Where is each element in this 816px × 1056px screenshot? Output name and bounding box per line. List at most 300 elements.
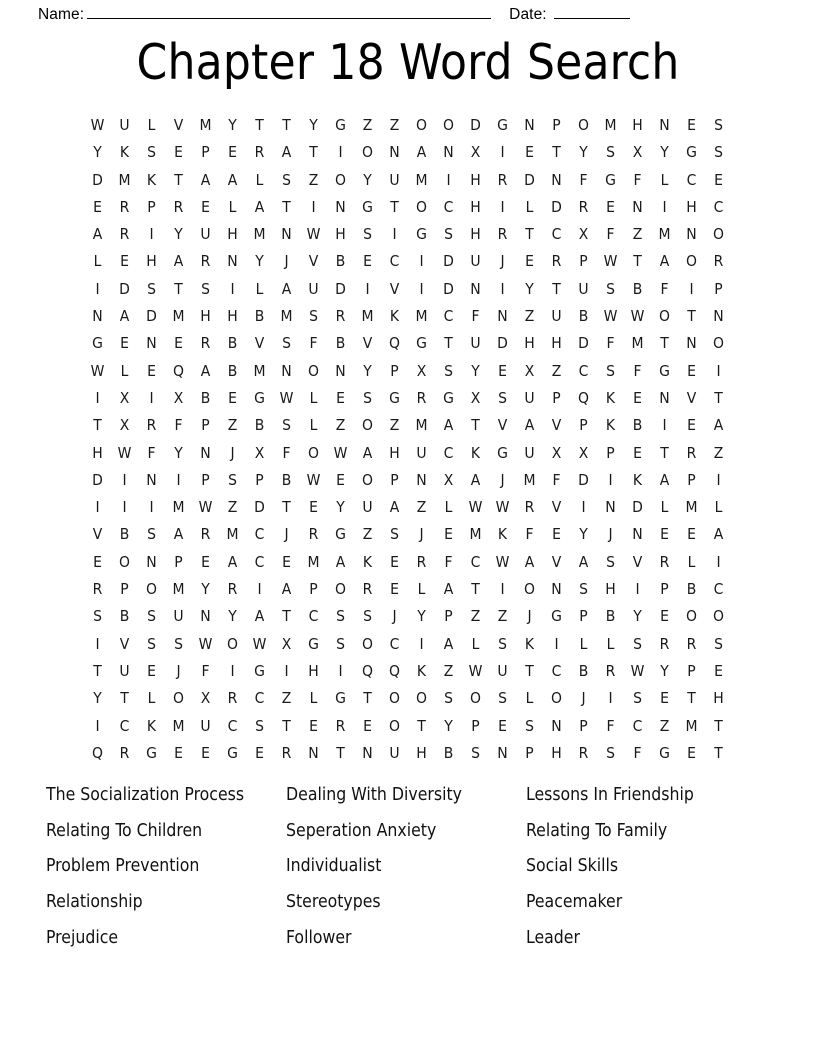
grid-cell[interactable]: E (309, 498, 318, 517)
grid-cell[interactable]: I (95, 634, 100, 653)
word-list-item[interactable]: Problem Prevention (46, 856, 200, 877)
grid-cell[interactable]: O (389, 716, 400, 735)
grid-cell[interactable]: K (146, 716, 157, 735)
grid-cell[interactable]: S (147, 143, 156, 162)
grid-cell[interactable]: L (228, 197, 237, 216)
grid-cell[interactable]: W (279, 388, 294, 407)
grid-cell[interactable]: V (551, 498, 562, 517)
grid-cell[interactable]: I (716, 470, 721, 489)
grid-cell[interactable]: S (282, 334, 291, 353)
grid-cell[interactable]: Y (363, 170, 372, 189)
grid-cell[interactable]: I (149, 498, 154, 517)
grid-cell[interactable]: S (525, 716, 534, 735)
grid-cell[interactable]: R (362, 580, 373, 599)
grid-cell[interactable]: A (524, 416, 535, 435)
grid-cell[interactable]: T (93, 416, 102, 435)
grid-cell[interactable]: S (363, 225, 372, 244)
grid-cell[interactable]: K (524, 634, 535, 653)
grid-cell[interactable]: I (581, 498, 586, 517)
grid-cell[interactable]: N (281, 361, 292, 380)
grid-cell[interactable]: N (443, 143, 454, 162)
grid-cell[interactable]: G (254, 661, 265, 680)
grid-cell[interactable]: C (470, 552, 481, 571)
grid-cell[interactable]: G (92, 334, 103, 353)
grid-cell[interactable]: T (687, 689, 696, 708)
grid-cell[interactable]: E (687, 361, 696, 380)
grid-cell[interactable]: C (389, 634, 400, 653)
grid-cell[interactable]: P (201, 416, 210, 435)
grid-cell[interactable]: Y (336, 498, 345, 517)
grid-cell[interactable]: L (309, 689, 318, 708)
grid-cell[interactable]: T (174, 279, 183, 298)
grid-cell[interactable]: T (660, 443, 669, 462)
grid-cell[interactable]: E (309, 716, 318, 735)
grid-cell[interactable]: P (660, 580, 669, 599)
grid-cell[interactable]: H (200, 307, 211, 326)
grid-cell[interactable]: M (253, 361, 266, 380)
grid-cell[interactable]: S (606, 743, 615, 762)
grid-cell[interactable]: Z (551, 361, 562, 380)
grid-cell[interactable]: B (443, 743, 454, 762)
grid-cell[interactable]: I (95, 279, 100, 298)
grid-cell[interactable]: L (687, 552, 696, 571)
grid-cell[interactable]: E (93, 552, 102, 571)
grid-cell[interactable]: X (200, 689, 211, 708)
grid-cell[interactable]: R (659, 634, 670, 653)
grid-cell[interactable]: I (608, 470, 613, 489)
grid-cell[interactable]: I (716, 361, 721, 380)
grid-cell[interactable]: L (579, 634, 588, 653)
grid-cell[interactable]: L (525, 197, 534, 216)
grid-cell[interactable]: M (199, 116, 212, 134)
grid-cell[interactable]: A (200, 170, 211, 189)
grid-cell[interactable]: H (389, 443, 400, 462)
grid-cell[interactable]: L (147, 116, 156, 134)
grid-cell[interactable]: A (254, 607, 265, 626)
grid-cell[interactable]: G (335, 689, 346, 708)
grid-cell[interactable]: K (497, 525, 508, 544)
grid-cell[interactable]: I (608, 689, 613, 708)
grid-cell[interactable]: T (93, 661, 102, 680)
grid-cell[interactable]: U (362, 498, 373, 517)
grid-cell[interactable]: N (524, 116, 535, 134)
grid-cell[interactable]: T (552, 143, 561, 162)
grid-cell[interactable]: S (606, 361, 615, 380)
grid-cell[interactable]: A (254, 197, 265, 216)
grid-cell[interactable]: I (446, 170, 451, 189)
grid-cell[interactable]: B (119, 525, 130, 544)
grid-cell[interactable]: P (579, 716, 588, 735)
grid-cell[interactable]: K (362, 552, 373, 571)
grid-cell[interactable]: F (471, 307, 480, 326)
grid-cell[interactable]: G (227, 743, 238, 762)
grid-cell[interactable]: R (254, 143, 265, 162)
grid-cell[interactable]: A (119, 307, 130, 326)
grid-cell[interactable]: S (363, 607, 372, 626)
grid-cell[interactable]: N (92, 307, 103, 326)
grid-cell[interactable]: G (551, 607, 562, 626)
grid-cell[interactable]: F (444, 552, 453, 571)
grid-cell[interactable]: N (416, 470, 427, 489)
grid-cell[interactable]: E (120, 334, 129, 353)
grid-cell[interactable]: C (713, 580, 724, 599)
grid-cell[interactable]: L (444, 498, 453, 517)
grid-cell[interactable]: I (95, 388, 100, 407)
grid-cell[interactable]: W (495, 552, 510, 571)
grid-cell[interactable]: L (309, 388, 318, 407)
grid-cell[interactable]: N (200, 443, 211, 462)
grid-cell[interactable]: J (581, 689, 586, 708)
grid-cell[interactable]: Z (308, 170, 319, 189)
grid-cell[interactable]: J (176, 661, 181, 680)
grid-cell[interactable]: G (497, 443, 508, 462)
grid-cell[interactable]: E (363, 252, 372, 271)
grid-cell[interactable]: S (714, 634, 723, 653)
grid-cell[interactable]: A (470, 470, 481, 489)
grid-cell[interactable]: V (551, 552, 562, 571)
grid-cell[interactable]: W (198, 634, 213, 653)
grid-cell[interactable]: U (389, 743, 400, 762)
grid-cell[interactable]: E (606, 197, 615, 216)
grid-cell[interactable]: H (92, 443, 103, 462)
grid-cell[interactable]: P (579, 252, 588, 271)
grid-cell[interactable]: M (226, 525, 239, 544)
grid-cell[interactable]: P (174, 552, 183, 571)
grid-cell[interactable]: O (227, 634, 238, 653)
grid-cell[interactable]: N (362, 743, 373, 762)
grid-cell[interactable]: Z (659, 716, 670, 735)
grid-cell[interactable]: U (470, 334, 481, 353)
grid-cell[interactable]: M (307, 552, 320, 571)
word-list-item[interactable]: Dealing With Diversity (286, 785, 462, 805)
grid-cell[interactable]: E (687, 116, 696, 134)
grid-cell[interactable]: V (389, 279, 400, 298)
grid-cell[interactable]: S (228, 470, 237, 489)
grid-cell[interactable]: B (119, 607, 130, 626)
grid-cell[interactable]: T (714, 716, 723, 735)
grid-cell[interactable]: Z (416, 498, 427, 517)
grid-cell[interactable]: M (172, 307, 185, 326)
grid-cell[interactable]: U (524, 388, 535, 407)
grid-cell[interactable]: R (146, 416, 157, 435)
grid-cell[interactable]: J (284, 252, 289, 271)
grid-cell[interactable]: G (659, 743, 670, 762)
grid-cell[interactable]: I (419, 279, 424, 298)
grid-cell[interactable]: S (444, 689, 453, 708)
grid-cell[interactable]: Y (525, 279, 534, 298)
grid-cell[interactable]: H (146, 252, 157, 271)
grid-cell[interactable]: D (578, 334, 589, 353)
grid-cell[interactable]: E (228, 143, 237, 162)
grid-cell[interactable]: P (471, 716, 480, 735)
grid-cell[interactable]: R (416, 388, 427, 407)
grid-cell[interactable]: S (498, 388, 507, 407)
grid-cell[interactable]: G (497, 116, 508, 134)
grid-cell[interactable]: W (495, 498, 510, 517)
grid-cell[interactable]: O (686, 607, 697, 626)
grid-cell[interactable]: L (660, 498, 669, 517)
grid-cell[interactable]: D (92, 170, 103, 189)
grid-cell[interactable]: Z (632, 225, 643, 244)
grid-cell[interactable]: F (552, 470, 561, 489)
grid-cell[interactable]: C (713, 197, 724, 216)
grid-cell[interactable]: N (146, 470, 157, 489)
grid-cell[interactable]: C (254, 552, 265, 571)
grid-cell[interactable]: I (95, 716, 100, 735)
grid-cell[interactable]: H (470, 170, 481, 189)
grid-cell[interactable]: N (497, 307, 508, 326)
grid-cell[interactable]: X (578, 225, 589, 244)
grid-cell[interactable]: E (336, 388, 345, 407)
grid-cell[interactable]: A (200, 361, 211, 380)
grid-cell[interactable]: Z (470, 607, 481, 626)
grid-cell[interactable]: S (147, 525, 156, 544)
grid-cell[interactable]: Y (579, 525, 588, 544)
grid-cell[interactable]: R (119, 225, 130, 244)
grid-cell[interactable]: A (227, 170, 238, 189)
grid-cell[interactable]: N (335, 361, 346, 380)
grid-cell[interactable]: Z (524, 307, 535, 326)
grid-cell[interactable]: R (416, 552, 427, 571)
grid-cell[interactable]: O (308, 443, 319, 462)
grid-cell[interactable]: W (306, 225, 321, 244)
grid-cell[interactable]: B (335, 334, 346, 353)
grid-cell[interactable]: W (306, 470, 321, 489)
grid-cell[interactable]: V (632, 552, 643, 571)
grid-cell[interactable]: F (606, 225, 615, 244)
grid-cell[interactable]: M (631, 334, 644, 353)
grid-cell[interactable]: J (230, 443, 235, 462)
grid-cell[interactable]: S (255, 716, 264, 735)
grid-cell[interactable]: I (365, 279, 370, 298)
grid-cell[interactable]: B (605, 607, 616, 626)
grid-cell[interactable]: G (335, 116, 346, 134)
grid-cell[interactable]: R (281, 743, 292, 762)
grid-cell[interactable]: T (363, 689, 372, 708)
grid-cell[interactable]: Z (389, 416, 400, 435)
grid-cell[interactable]: K (416, 661, 427, 680)
grid-cell[interactable]: I (338, 661, 343, 680)
grid-cell[interactable]: P (201, 470, 210, 489)
grid-cell[interactable]: I (257, 580, 262, 599)
grid-cell[interactable]: U (497, 661, 508, 680)
grid-cell[interactable]: Y (633, 607, 642, 626)
grid-cell[interactable]: U (308, 279, 319, 298)
grid-cell[interactable]: T (120, 689, 129, 708)
grid-cell[interactable]: K (632, 470, 643, 489)
grid-cell[interactable]: C (443, 197, 454, 216)
word-list-item[interactable]: Relating To Children (46, 820, 203, 841)
grid-cell[interactable]: C (227, 716, 238, 735)
date-input-line[interactable] (554, 7, 630, 19)
grid-cell[interactable]: N (659, 116, 670, 134)
grid-cell[interactable]: E (633, 443, 642, 462)
grid-cell[interactable]: R (335, 307, 346, 326)
grid-cell[interactable]: N (551, 716, 562, 735)
grid-cell[interactable]: N (686, 334, 697, 353)
grid-cell[interactable]: C (254, 689, 265, 708)
grid-cell[interactable]: P (201, 143, 210, 162)
grid-cell[interactable]: Q (362, 661, 373, 680)
grid-cell[interactable]: K (605, 416, 616, 435)
grid-cell[interactable]: E (714, 170, 723, 189)
grid-cell[interactable]: I (500, 197, 505, 216)
word-list-item[interactable]: Individualist (286, 856, 382, 877)
grid-cell[interactable]: I (419, 634, 424, 653)
grid-cell[interactable]: P (552, 388, 561, 407)
grid-cell[interactable]: T (660, 334, 669, 353)
grid-cell[interactable]: R (659, 552, 670, 571)
word-list-item[interactable]: Relating To Family (526, 820, 668, 841)
grid-cell[interactable]: O (362, 143, 373, 162)
grid-cell[interactable]: E (444, 525, 453, 544)
grid-cell[interactable]: S (309, 307, 318, 326)
grid-cell[interactable]: J (284, 525, 289, 544)
grid-cell[interactable]: O (713, 334, 724, 353)
grid-cell[interactable]: S (201, 279, 210, 298)
grid-cell[interactable]: E (660, 607, 669, 626)
grid-cell[interactable]: S (93, 607, 102, 626)
grid-cell[interactable]: O (362, 416, 373, 435)
grid-cell[interactable]: B (578, 661, 589, 680)
grid-cell[interactable]: Y (417, 607, 426, 626)
grid-cell[interactable]: A (92, 225, 103, 244)
grid-cell[interactable]: H (308, 661, 319, 680)
grid-cell[interactable]: U (551, 307, 562, 326)
grid-cell[interactable]: C (389, 252, 400, 271)
grid-cell[interactable]: O (308, 361, 319, 380)
grid-cell[interactable]: C (308, 607, 319, 626)
grid-cell[interactable]: G (389, 388, 400, 407)
word-list-item[interactable]: Prejudice (46, 927, 119, 948)
grid-cell[interactable]: P (687, 470, 696, 489)
grid-cell[interactable]: A (281, 580, 292, 599)
grid-cell[interactable]: J (392, 607, 397, 626)
grid-cell[interactable]: O (362, 634, 373, 653)
grid-cell[interactable]: M (118, 170, 131, 189)
grid-cell[interactable]: S (147, 634, 156, 653)
grid-cell[interactable]: J (608, 525, 613, 544)
grid-cell[interactable]: T (282, 197, 291, 216)
grid-cell[interactable]: O (119, 552, 130, 571)
grid-cell[interactable]: H (227, 225, 238, 244)
grid-cell[interactable]: O (335, 170, 346, 189)
grid-cell[interactable]: Q (389, 661, 400, 680)
grid-cell[interactable]: E (174, 334, 183, 353)
grid-cell[interactable]: B (254, 416, 265, 435)
grid-cell[interactable]: P (579, 416, 588, 435)
grid-cell[interactable]: W (630, 307, 645, 326)
grid-cell[interactable]: D (632, 498, 643, 517)
grid-cell[interactable]: H (470, 225, 481, 244)
grid-cell[interactable]: A (281, 143, 292, 162)
grid-cell[interactable]: H (227, 307, 238, 326)
grid-cell[interactable]: N (146, 334, 157, 353)
grid-cell[interactable]: R (200, 525, 211, 544)
grid-cell[interactable]: T (714, 743, 723, 762)
grid-cell[interactable]: U (173, 607, 184, 626)
grid-cell[interactable]: S (444, 361, 453, 380)
grid-cell[interactable]: N (281, 225, 292, 244)
grid-cell[interactable]: S (336, 607, 345, 626)
grid-cell[interactable]: S (282, 416, 291, 435)
grid-cell[interactable]: A (362, 443, 373, 462)
grid-cell[interactable]: R (227, 689, 238, 708)
grid-cell[interactable]: A (578, 552, 589, 571)
grid-cell[interactable]: N (686, 225, 697, 244)
grid-cell[interactable]: N (308, 743, 319, 762)
grid-cell[interactable]: I (95, 498, 100, 517)
grid-cell[interactable]: Z (335, 416, 346, 435)
grid-cell[interactable]: F (606, 334, 615, 353)
grid-cell[interactable]: U (119, 116, 130, 134)
grid-cell[interactable]: E (714, 661, 723, 680)
grid-cell[interactable]: B (227, 334, 238, 353)
grid-cell[interactable]: R (524, 498, 535, 517)
grid-cell[interactable]: G (443, 388, 454, 407)
grid-cell[interactable]: Q (578, 388, 589, 407)
grid-cell[interactable]: M (604, 116, 617, 134)
grid-cell[interactable]: S (606, 279, 615, 298)
grid-cell[interactable]: M (685, 498, 698, 517)
grid-cell[interactable]: O (551, 689, 562, 708)
grid-cell[interactable]: O (416, 197, 427, 216)
grid-cell[interactable]: A (443, 580, 454, 599)
grid-cell[interactable]: N (659, 388, 670, 407)
grid-cell[interactable]: R (578, 197, 589, 216)
grid-cell[interactable]: X (578, 443, 589, 462)
grid-cell[interactable]: U (389, 170, 400, 189)
grid-cell[interactable]: Y (660, 143, 669, 162)
grid-cell[interactable]: W (90, 361, 105, 380)
grid-cell[interactable]: E (687, 416, 696, 435)
grid-cell[interactable]: V (92, 525, 103, 544)
name-input-line[interactable] (87, 7, 491, 19)
grid-cell[interactable]: S (471, 743, 480, 762)
grid-cell[interactable]: T (309, 143, 318, 162)
grid-cell[interactable]: O (335, 580, 346, 599)
grid-cell[interactable]: I (176, 470, 181, 489)
grid-cell[interactable]: D (146, 307, 157, 326)
grid-cell[interactable]: S (714, 143, 723, 162)
grid-cell[interactable]: Y (174, 225, 183, 244)
grid-cell[interactable]: N (551, 170, 562, 189)
grid-cell[interactable]: E (93, 197, 102, 216)
grid-cell[interactable]: A (443, 416, 454, 435)
grid-cell[interactable]: H (605, 580, 616, 599)
grid-cell[interactable]: I (662, 416, 667, 435)
grid-cell[interactable]: E (120, 252, 129, 271)
grid-cell[interactable]: M (523, 470, 536, 489)
grid-cell[interactable]: K (389, 307, 400, 326)
grid-cell[interactable]: A (389, 498, 400, 517)
grid-cell[interactable]: R (227, 580, 238, 599)
grid-cell[interactable]: O (362, 470, 373, 489)
grid-cell[interactable]: K (146, 170, 157, 189)
grid-cell[interactable]: V (497, 416, 508, 435)
grid-cell[interactable]: B (254, 307, 265, 326)
grid-cell[interactable]: S (147, 279, 156, 298)
grid-cell[interactable]: E (255, 743, 264, 762)
grid-cell[interactable]: E (282, 552, 291, 571)
grid-cell[interactable]: P (444, 607, 453, 626)
grid-cell[interactable]: Q (389, 334, 400, 353)
grid-cell[interactable]: E (174, 743, 183, 762)
grid-cell[interactable]: U (470, 252, 481, 271)
grid-cell[interactable]: A (173, 252, 184, 271)
grid-cell[interactable]: I (635, 580, 640, 599)
grid-cell[interactable]: T (417, 716, 426, 735)
